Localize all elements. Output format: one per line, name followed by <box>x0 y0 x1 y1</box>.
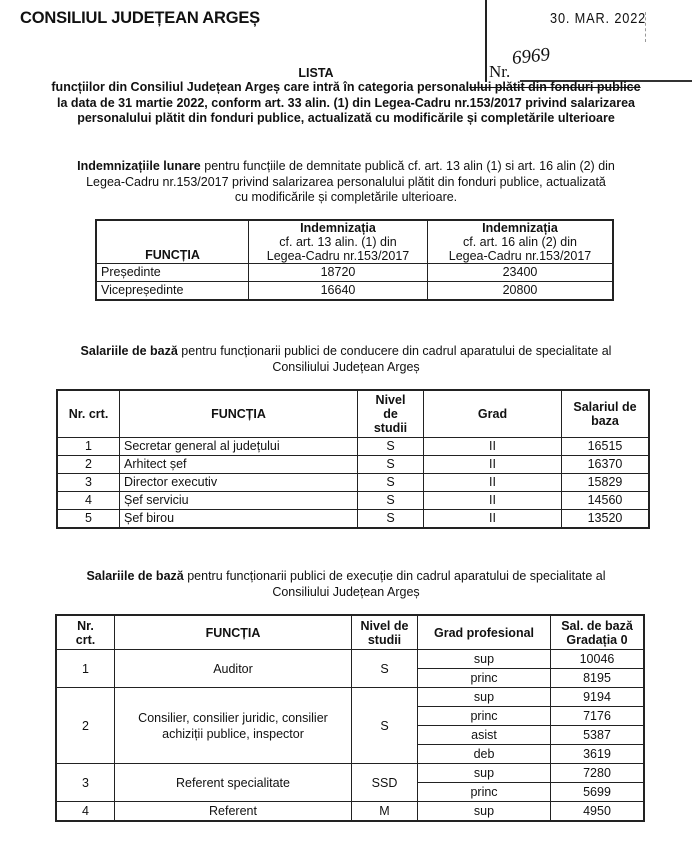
header-nivel-line2: de <box>383 407 398 421</box>
section2-description <box>0 344 692 375</box>
cell-nr: 1 <box>56 650 115 688</box>
header-art13-title: Indemnizația <box>300 221 376 235</box>
cell-grad: princ <box>418 669 551 688</box>
section2-desc-line2: Consiliului Județean Argeș <box>272 359 420 374</box>
cell-functia: Referent <box>115 802 352 822</box>
cell-salariu: 8195 <box>551 669 645 688</box>
cell-grad: deb <box>418 745 551 764</box>
cell-grad: sup <box>418 688 551 707</box>
section1-desc-line2: Legea-Cadru nr.153/2017 privind salarizarea personalului plătit din fonduri publice, actualizată <box>86 174 606 189</box>
cell-salariu: 15829 <box>562 474 650 492</box>
cell-nivel: M <box>352 802 418 822</box>
header-salariu-line2: Gradația 0 <box>566 632 628 647</box>
section2-desc-rest: pentru funcționarii publici de conducere din cadrul aparatului de specialitate al <box>177 344 612 358</box>
cell-functia: Referent specialitate <box>115 764 352 802</box>
cell-grad: II <box>424 438 562 456</box>
section3-desc-line1 <box>0 569 692 585</box>
cell-nr: 2 <box>57 456 120 474</box>
header-salariu <box>551 615 645 650</box>
cell-nivel: S <box>358 492 424 510</box>
subtitle-line-2: la data de 31 martie 2022, conform art. 33 alin. (1) din Legea-Cadru nr.153/2017 privind salarizarea <box>56 95 636 110</box>
header-nivel-line3: studii <box>373 421 408 435</box>
subtitle-line-3: personalului plătit din fonduri publice, actualizată cu modificările și completările ulterioare <box>77 111 615 125</box>
document-heading: LISTA <box>298 66 334 80</box>
cell-functia <box>115 688 352 764</box>
document-subtitle <box>0 80 692 127</box>
header-salariu <box>562 390 650 438</box>
cell-salariu: 7280 <box>551 764 645 783</box>
section3-description <box>0 569 692 600</box>
section3-desc-line2: Consiliului Județean Argeș <box>272 584 420 599</box>
section3-desc-rest: pentru funcționarii publici de execuție din cadrul aparatului de specialitate al <box>183 569 606 583</box>
header-nivel-studii <box>352 615 418 650</box>
stamp-nr-label: Nr. <box>489 62 511 81</box>
cell-salariu: 3619 <box>551 745 645 764</box>
cell-art13: 18720 <box>249 264 428 282</box>
cell-grad: princ <box>418 707 551 726</box>
cell-grad: II <box>424 474 562 492</box>
cell-salariu: 7176 <box>551 707 645 726</box>
table-row <box>56 688 644 707</box>
header-nivel-studii <box>358 390 424 438</box>
table-row <box>57 492 649 510</box>
header-art16-sub1: cf. art. 16 alin (2) din <box>463 235 577 249</box>
cell-salariu: 4950 <box>551 802 645 822</box>
cell-nivel: S <box>352 650 418 688</box>
cell-art16: 20800 <box>428 282 614 301</box>
header-salariu-line2: baza <box>591 414 619 428</box>
header-art13 <box>249 220 428 264</box>
cell-nivel: SSD <box>352 764 418 802</box>
cell-grad: II <box>424 510 562 529</box>
cell-nivel: S <box>358 456 424 474</box>
cell-nr: 4 <box>57 492 120 510</box>
header-art16-sub2: Legea-Cadru nr.153/2017 <box>448 249 592 263</box>
cell-nivel: S <box>352 688 418 764</box>
cell-nivel: S <box>358 510 424 529</box>
table-row <box>56 650 644 669</box>
header-nr-line2: crt. <box>75 632 96 647</box>
header-nr-line1: Nr. <box>77 618 94 633</box>
cell-functia: Președinte <box>96 264 249 282</box>
cell-art13: 16640 <box>249 282 428 301</box>
header-salariu-line1: Sal. de bază <box>561 618 633 633</box>
cell-nivel: S <box>358 474 424 492</box>
header-functia: FUNCȚIA <box>96 220 249 264</box>
conducere-salary-table <box>56 389 650 529</box>
header-grad-profesional: Grad profesional <box>418 615 551 650</box>
cell-functia: Șef serviciu <box>120 492 358 510</box>
stamp-date: 30. MAR. 2022 <box>550 10 647 27</box>
cell-grad: princ <box>418 783 551 802</box>
organization-title: CONSILIUL JUDEȚEAN ARGEȘ <box>20 9 260 27</box>
header-salariu-line1: Salariul de <box>573 400 637 414</box>
cell-functia: Secretar general al județului <box>120 438 358 456</box>
header-nivel-line2: studii <box>367 632 402 647</box>
cell-grad: II <box>424 456 562 474</box>
cell-nr: 3 <box>57 474 120 492</box>
cell-functia-line2: achiziții publice, inspector <box>162 726 304 741</box>
cell-functia: Șef birou <box>120 510 358 529</box>
header-art13-sub1: cf. art. 13 alin. (1) din <box>279 235 397 249</box>
table-row <box>96 282 613 301</box>
cell-nr: 4 <box>56 802 115 822</box>
section2-desc-bold: Salariile de bază <box>80 344 178 358</box>
cell-salariu: 9194 <box>551 688 645 707</box>
section2-desc-line1 <box>0 344 692 360</box>
section1-desc-line3: cu modificările și completările ulterioare. <box>234 190 458 204</box>
header-art16 <box>428 220 614 264</box>
table-row <box>57 438 649 456</box>
cell-functia-line1: Consilier, consilier juridic, consilier <box>138 710 328 725</box>
cell-salariu: 10046 <box>551 650 645 669</box>
indemnizatii-table <box>95 219 614 301</box>
subtitle-line-1-struck: ului plătit din fonduri publice <box>469 80 641 94</box>
section1-desc-line1 <box>0 159 692 175</box>
cell-salariu: 5387 <box>551 726 645 745</box>
table-row <box>56 764 644 783</box>
table-header-row <box>56 615 644 650</box>
cell-nr: 1 <box>57 438 120 456</box>
cell-nr: 3 <box>56 764 115 802</box>
header-nr-crt: Nr. crt. <box>57 390 120 438</box>
table-row <box>57 474 649 492</box>
table-header-row <box>57 390 649 438</box>
header-nivel-line1: Nivel de <box>360 618 409 633</box>
section1-description <box>0 159 692 206</box>
section1-desc-rest: pentru funcțiile de demnitate publică cf. art. 13 alin (1) si art. 16 alin (2) din <box>200 159 615 173</box>
cell-grad: sup <box>418 650 551 669</box>
cell-functia: Arhitect șef <box>120 456 358 474</box>
cell-nr: 5 <box>57 510 120 529</box>
cell-grad: sup <box>418 802 551 822</box>
cell-art16: 23400 <box>428 264 614 282</box>
header-art16-title: Indemnizația <box>482 221 558 235</box>
stamp-dashed-edge <box>645 12 646 42</box>
header-functia: FUNCȚIA <box>115 615 352 650</box>
header-nr-crt <box>56 615 115 650</box>
cell-salariu: 14560 <box>562 492 650 510</box>
subtitle-line-1 <box>0 80 692 96</box>
section3-desc-bold: Salariile de bază <box>86 569 184 583</box>
header-functia: FUNCȚIA <box>120 390 358 438</box>
header-nivel-line1: Nivel <box>375 393 406 407</box>
section1-desc-bold: Indemnizațiile lunare <box>77 159 201 173</box>
table-header-row <box>96 220 613 264</box>
table-row <box>96 264 613 282</box>
cell-grad: asist <box>418 726 551 745</box>
subtitle-line-1-text: funcțiilor din Consiliul Județean Argeș care intră în categoria personal <box>51 80 470 94</box>
cell-functia: Vicepreședinte <box>96 282 249 301</box>
cell-salariu: 16370 <box>562 456 650 474</box>
executie-salary-table <box>55 614 645 822</box>
header-art13-sub2: Legea-Cadru nr.153/2017 <box>266 249 410 263</box>
cell-functia: Auditor <box>115 650 352 688</box>
stamp-registration-number: 6969 <box>510 44 551 69</box>
table-row <box>57 456 649 474</box>
header-grad: Grad <box>424 390 562 438</box>
cell-nivel: S <box>358 438 424 456</box>
cell-salariu: 13520 <box>562 510 650 529</box>
cell-nr: 2 <box>56 688 115 764</box>
cell-grad: II <box>424 492 562 510</box>
cell-salariu: 5699 <box>551 783 645 802</box>
table-row <box>56 802 644 822</box>
cell-salariu: 16515 <box>562 438 650 456</box>
cell-grad: sup <box>418 764 551 783</box>
cell-functia: Director executiv <box>120 474 358 492</box>
table-row <box>57 510 649 529</box>
